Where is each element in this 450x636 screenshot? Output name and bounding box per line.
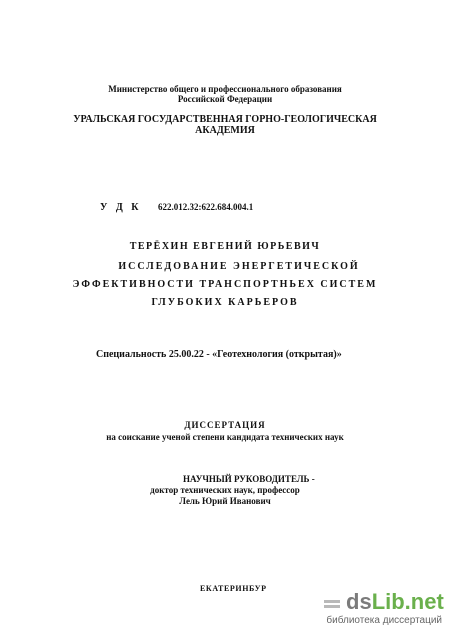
academy-line-2: АКАДЕМИЯ — [195, 125, 255, 136]
title-line-2: ЭФФЕКТИВНОСТИ ТРАНСПОРТНЬЕХ СИСТЕМ — [72, 279, 378, 290]
specialty-label: Специальность — [96, 349, 167, 360]
udk-value: 622.012.32:622.684.004.1 — [157, 202, 254, 212]
dissertation-purpose: на соискание ученой степени кандидата технических наук — [106, 432, 344, 442]
dissertation-label: ДИССЕРТАЦИЯ — [184, 420, 266, 430]
udk-label: У Д К — [100, 202, 142, 213]
academy-line-1: УРАЛЬСКАЯ ГОСУДАРСТВЕННАЯ ГОРНО-ГЕОЛОГИЧЕСКАЯ — [73, 114, 377, 125]
specialty-name: - «Геотехнология (открытая)» — [206, 349, 342, 360]
udk-block — [100, 202, 253, 213]
ministry-line-2: Российской Федерации — [177, 94, 273, 104]
author-name: ТЕРЁХИН ЕВГЕНИЙ ЮРЬЕВИЧ — [129, 241, 321, 252]
specialty-line — [96, 349, 342, 360]
dslib-logo: dsLib.net — [346, 589, 444, 614]
title-line-3: ГЛУБОКИХ КАРЬЕРОВ — [151, 297, 299, 308]
specialty-code: 25.00.22 — [168, 349, 204, 360]
title-line-1: ИССЛЕДОВАНИЕ ЭНЕРГЕТИЧЕСКОЙ — [118, 261, 360, 272]
ministry-line-1: Министерство общего и профессионального образования — [108, 84, 342, 94]
dslib-subtitle: библиотека диссертаций — [326, 615, 442, 626]
city: ЕКАТЕРИНБУР — [200, 584, 267, 593]
dslib-logo-icon — [324, 600, 340, 612]
dslib-watermark — [324, 588, 442, 630]
supervisor-heading: НАУЧНЫЙ РУКОВОДИТЕЛЬ - — [183, 474, 315, 484]
supervisor-name: Лель Юрий Иванович — [179, 496, 271, 506]
supervisor-degree: доктор технических наук, профессор — [150, 485, 300, 495]
